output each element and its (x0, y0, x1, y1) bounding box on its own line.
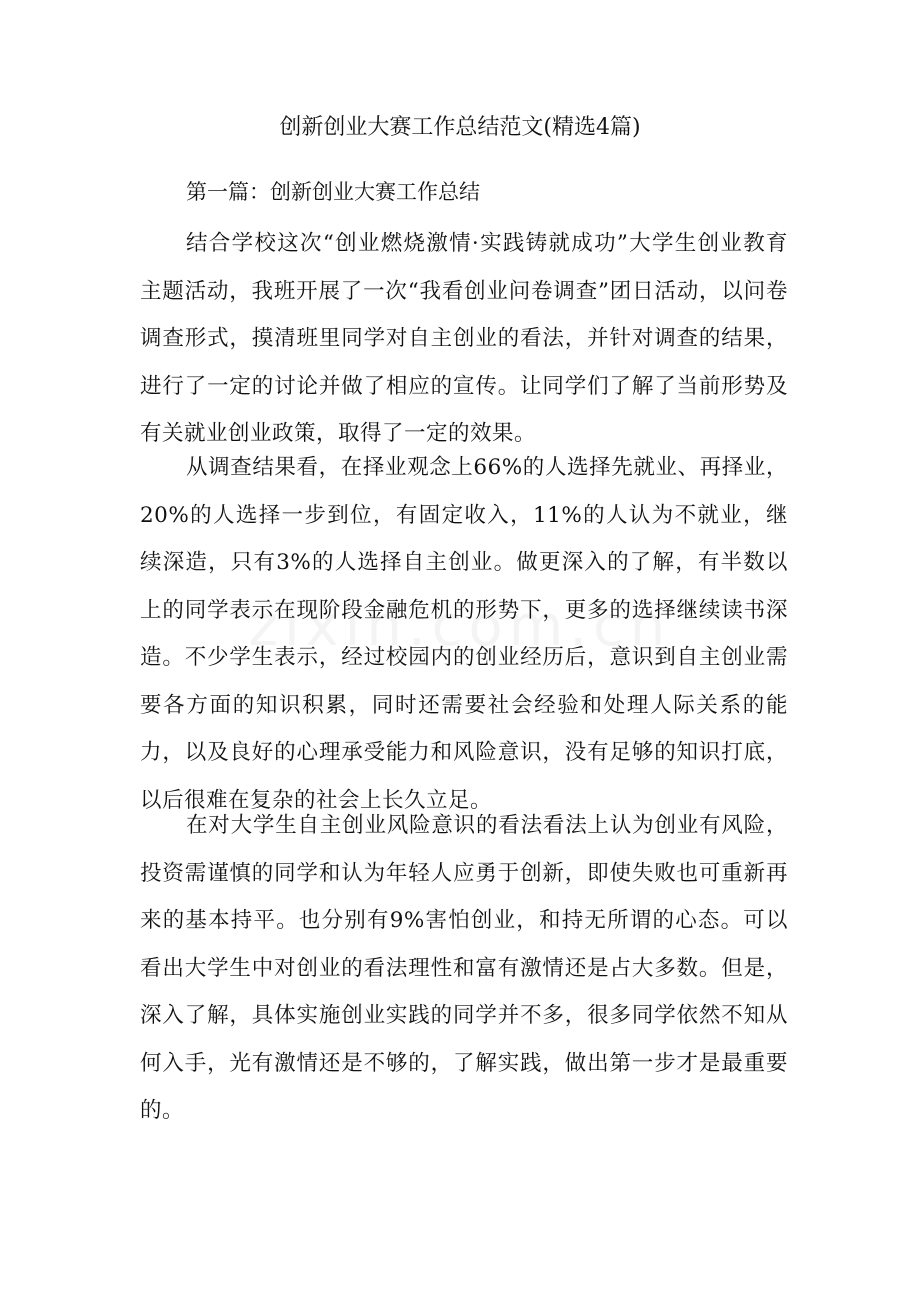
body-paragraph-3: 在对大学生自主创业风险意识的看法看法上认为创业有风险，投资需谨慎的同学和认为年轻人应勇于创新，即使失败也可重新再来的基本持平。也分别有9%害怕创业，和持无所谓的心态。可以看出大学生中对创业的看法理性和富有激情还是占大多数。但是，深入了解，具体实施创业实践的同学并不多，很多同学依然不知从何入手，光有激情还是不够的，了解实践，做出第一步才是最重要的。 (140, 813, 788, 1123)
body-paragraph-2: 从调查结果看，在择业观念上66%的人选择先就业、再择业，20%的人选择一步到位，有固定收入，11%的人认为不就业，继续深造，只有3%的人选择自主创业。做更深入的了解，有半数以上的同学表示在现阶段金融危机的形势下，更多的选择继续读书深造。不少学生表示，经过校园内的创业经历后，意识到自主创业需要各方面的知识积累，同时还需要社会经验和处理人际关系的能力，以及良好的心理承受能力和风险意识，没有足够的知识打底，以后很难在复杂的社会上长久立足。 (140, 455, 788, 813)
document-title: 创新创业大赛工作总结范文(精选4篇) (279, 115, 641, 140)
section-heading: 第一篇：创新创业大赛工作总结 (186, 180, 480, 204)
body-paragraph-1: 结合学校这次“创业燃烧激情·实践铸就成功”大学生创业教育主题活动，我班开展了一次“我看创业问卷调查”团日活动，以问卷调查形式，摸清班里同学对自主创业的看法，并针对调查的结果，进行了一定的讨论并做了相应的宣传。让同学们了解了当前形势及有关就业创业政策，取得了一定的效果。 (140, 231, 788, 446)
